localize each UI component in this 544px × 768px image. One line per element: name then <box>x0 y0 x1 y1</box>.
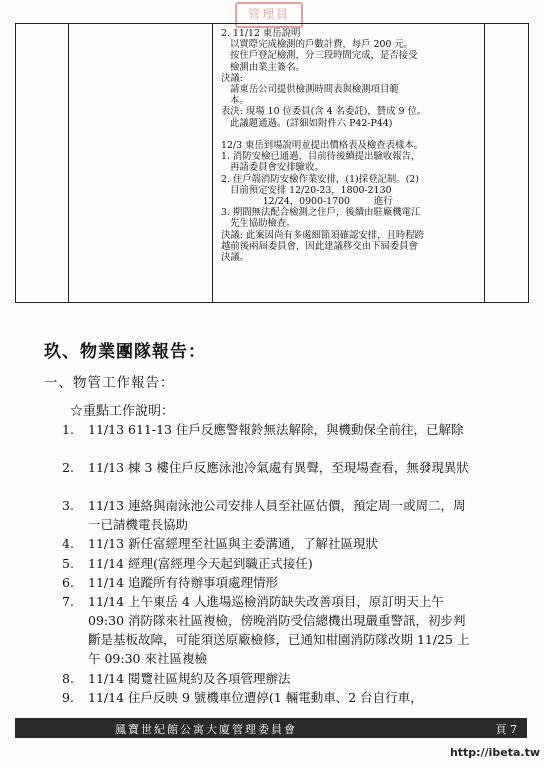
page-footer <box>15 718 527 738</box>
work-item-text: 11/13 611-13 住戶反應警報鈴無法解除，與機動保全前往，已解除 <box>88 422 464 437</box>
minutes-line: 本。 <box>221 95 249 107</box>
work-item-text: 11/14 經理(富經理今天起到職正式接任) <box>88 556 313 571</box>
minutes-line: 12/24，0900-1700 進行 <box>221 196 393 208</box>
work-item-number: 9. <box>62 690 74 705</box>
minutes-line: 決議。 <box>221 252 250 264</box>
table-divider <box>212 24 213 302</box>
minutes-line <box>221 129 479 140</box>
work-item-number: 8. <box>62 671 74 686</box>
work-item-text: 11/13 連絡與南泳池公司安排人員至社區估價，預定周一或周二，周一已請機電長協助 <box>88 498 466 532</box>
minutes-line: 按住戶登記檢測，分三段時間完成，是否接受 <box>221 50 418 62</box>
section-heading: 玖、物業團隊報告： <box>44 342 206 362</box>
minutes-line: 先生協助檢查。 <box>221 218 296 230</box>
minutes-line: 決議: 此案因尚有多處細節須確認安排，且時程跨 <box>221 229 425 241</box>
work-item-number: 2. <box>62 460 74 475</box>
minutes-line: 12/3 東岳到場說明並提出價格表及檢查表樣本。 <box>221 140 424 152</box>
minutes-line: 目前預定安排 12/20-23，1800-2130 <box>221 184 392 196</box>
minutes-line: 此議題通過。(詳細如附件六 P42-P44) <box>221 117 393 129</box>
page-number: 頁 7 <box>495 723 517 736</box>
work-item-number: 3. <box>62 498 74 513</box>
sub-heading: 一、物管工作報告： <box>44 375 175 391</box>
footer-org-name: 鳳寶世紀館公寓大廈管理委員會 <box>115 723 297 736</box>
minutes-line: 再請委員會安排驗收。 <box>221 162 324 174</box>
work-item-text: 11/13 新任富經理至社區與主委溝通，了解社區現狀 <box>88 536 378 551</box>
minutes-line: 2. 住戶端消防安檢作業安排，(1)採登記制。(2) <box>221 173 419 185</box>
minutes-line: 1. 消防安檢已通過，目前待後續提出驗收報告， <box>221 151 421 163</box>
work-item-text: 11/14 追蹤所有待辦事項處理情形 <box>88 575 278 590</box>
key-work-heading: ☆重點工作說明： <box>70 404 175 419</box>
work-item-text: 11/14 住戶反映 9 號機車位遭停(1 輛電動車、2 台自行車， <box>88 690 423 705</box>
work-item-text: 11/14 上午東岳 4 人進場巡檢消防缺失改善項目，原訂明天上午 09:30 消防隊來社區複檢，傍晚消防受信總機出現嚴重警訊，初步判斷是基板故障，可能須送原廠檢修，已通知柑園消防隊改期 11/25 上午 09:30 來社區複檢 <box>88 594 470 666</box>
minutes-line: 越前後兩屆委員會，因此建議移交由下屆委員會 <box>221 240 418 252</box>
minutes-line: 以實際完成檢測的戶數計費，每戶 200 元。 <box>221 39 414 51</box>
minutes-table <box>15 23 529 303</box>
work-item-text: 11/14 閱覽社區規約及各項管理辦法 <box>88 671 291 686</box>
minutes-line: 表決: 現場 10 位委員(含 4 名委託)，贊成 9 位。 <box>221 106 427 118</box>
minutes-line: 3. 期間無法配合檢測之住戶，後續由駐廠機電江 <box>221 207 421 219</box>
minutes-line: 請東岳公司提供檢測時間表與檢測項目範 <box>221 84 399 96</box>
approval-stamp: 管理員 <box>235 2 303 28</box>
minutes-line: 2. 11/12 東岳說明 <box>221 28 301 39</box>
work-item-number: 1. <box>62 422 74 437</box>
table-divider <box>484 24 485 302</box>
table-divider <box>68 24 69 302</box>
minutes-line: 檢測由業主簽名。 <box>221 61 305 73</box>
watermark: http://ibeta.tw <box>449 746 540 759</box>
meeting-minutes-cell <box>221 28 479 263</box>
work-item-number: 6. <box>62 575 74 590</box>
work-item-text: 11/13 棟 3 樓住戶反應泳池冷氣處有異聲，至現場查看，無發現異狀 <box>88 460 469 475</box>
work-item-number: 5. <box>62 556 74 571</box>
minutes-line: 決議: <box>221 72 243 84</box>
work-item-number: 7. <box>62 594 74 609</box>
work-item-number: 4. <box>62 536 74 551</box>
